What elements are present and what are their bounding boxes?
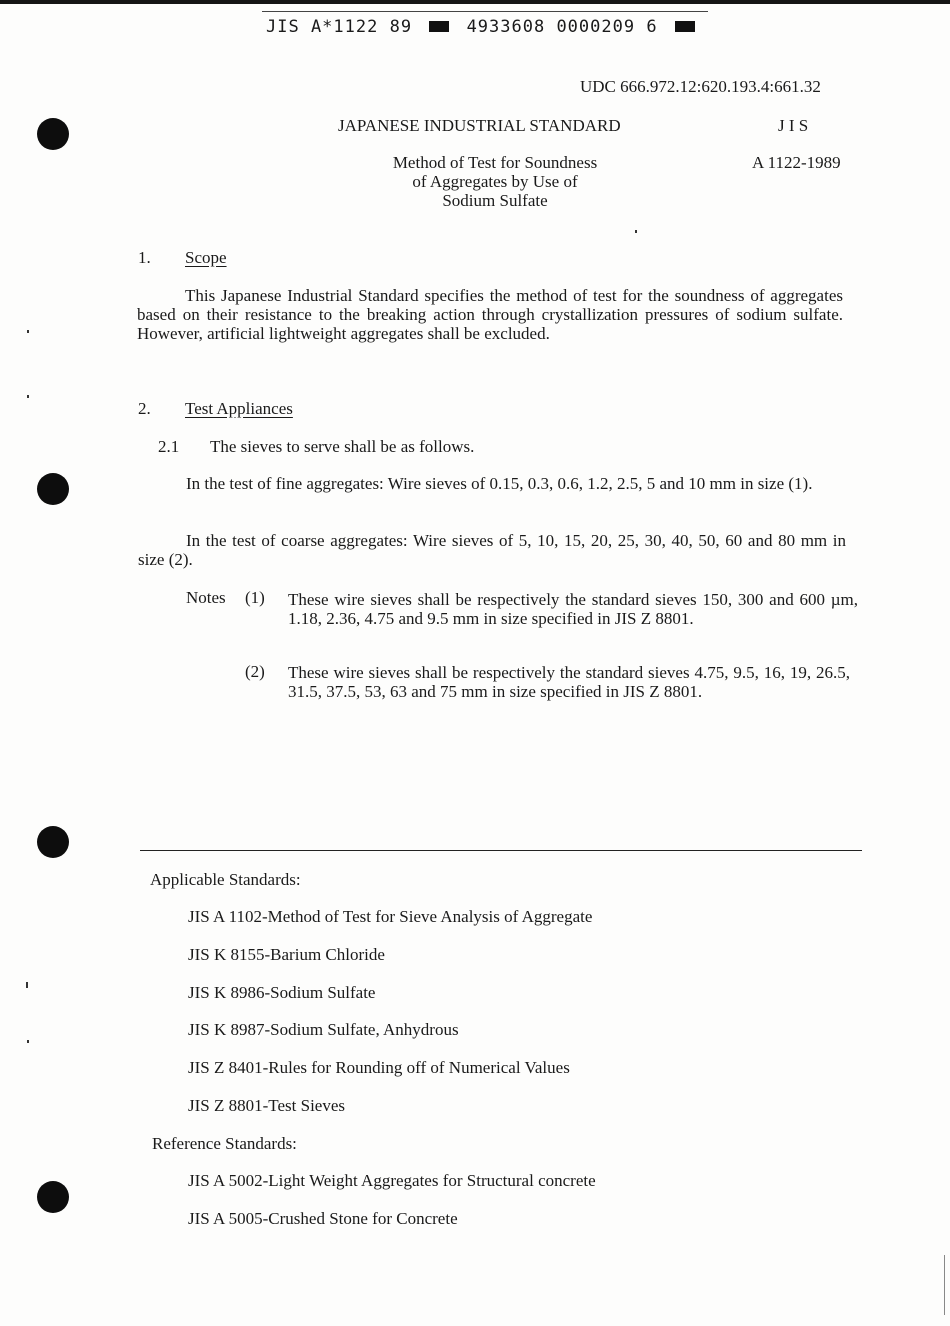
applicable-standard-item: JIS K 8155-Barium Chloride (188, 945, 385, 964)
speck-icon (26, 982, 28, 988)
title-line: Sodium Sulfate (442, 191, 548, 210)
udc-code: UDC 666.972.12:620.193.4:661.32 (580, 77, 821, 96)
speck-icon (635, 230, 637, 233)
header-rule (262, 11, 708, 12)
section2-number: 2. (138, 399, 151, 418)
divider (140, 850, 862, 851)
title-line: Method of Test for Soundness (392, 153, 598, 172)
coarse-aggregates-text: In the test of coarse aggregates: Wire sieves of 5, 10, 15, 20, 25, 30, 40, 50, 60 and 80 mm in size (138, 531, 846, 569)
header-code-mid: 4933608 0000209 6 (466, 17, 658, 37)
fine-aggregates-text: In the test of fine aggregates: Wire sieves of 0.15, 0.3, 0.6, 1.2, 2.5, 5 and 10 mm in size (186, 474, 785, 493)
section2-1-text: The sieves to serve shall be as follows. (210, 437, 475, 456)
section1-body: This Japanese Industrial Standard specifies the method of test for the soundness of aggregates based on their resistance to the breaking action through crystallization pressures of sodium sulfate. However, artificial lightweight aggregates shall be excluded. (137, 286, 843, 343)
block-mark-icon (429, 21, 449, 32)
jis-mark: J I S (778, 116, 809, 135)
applicable-standard-item: JIS A 1102-Method of Test for Sieve Analysis of Aggregate (188, 907, 593, 926)
punch-hole-icon (37, 826, 69, 858)
block-mark-icon (675, 21, 695, 32)
fine-aggregates-paragraph (138, 474, 860, 493)
standard-number: A 1122-1989 (752, 153, 841, 172)
document-title (345, 153, 645, 210)
title-line: of Aggregates by Use of (412, 172, 578, 191)
reference-standards-heading: Reference Standards: (152, 1134, 297, 1153)
coarse-aggregates-paragraph (138, 531, 846, 569)
header-code-line (266, 17, 695, 37)
applicable-standard-item: JIS Z 8801-Test Sieves (188, 1096, 345, 1115)
applicable-standard-item: JIS K 8987-Sodium Sulfate, Anhydrous (188, 1020, 459, 1039)
note1-text: These wire sieves shall be respectively the standard sieves 150, 300 and 600 µm, 1.18, 2.36, 4.75 and 9.5 mm in size specified in JIS Z 8801. (288, 590, 858, 628)
punch-hole-icon (37, 1181, 69, 1213)
notes-label: Notes (186, 588, 226, 607)
reference-standard-item: JIS A 5002-Light Weight Aggregates for Structural concrete (188, 1171, 596, 1190)
speck-icon (27, 1040, 29, 1043)
section2-heading: Test Appliances (185, 399, 293, 418)
header-code-left: JIS A*1122 89 (266, 17, 413, 37)
applicable-standards-heading: Applicable Standards: (150, 870, 301, 889)
punch-hole-icon (37, 118, 69, 150)
fine-aggregates-note-ref: (1). (788, 474, 813, 493)
coarse-aggregates-note-ref: (2). (168, 550, 193, 569)
note2-mark: (2) (245, 662, 265, 681)
applicable-standard-item: JIS Z 8401-Rules for Rounding off of Numerical Values (188, 1058, 570, 1077)
punch-hole-icon (37, 473, 69, 505)
edge-line (944, 1255, 945, 1315)
applicable-standard-item: JIS K 8986-Sodium Sulfate (188, 983, 376, 1002)
section1-heading: Scope (185, 248, 227, 267)
reference-standard-item: JIS A 5005-Crushed Stone for Concrete (188, 1209, 458, 1228)
speck-icon (27, 395, 29, 398)
section2-1-number: 2.1 (158, 437, 180, 456)
note1-mark: (1) (245, 588, 265, 607)
top-border (0, 0, 950, 4)
speck-icon (27, 330, 29, 333)
section1-number: 1. (138, 248, 151, 267)
note2-text: These wire sieves shall be respectively the standard sieves 4.75, 9.5, 16, 19, 26.5, 31.5, 37.5, 53, 63 and 75 mm in size specified in JIS Z 8801. (288, 663, 850, 701)
standard-name: JAPANESE INDUSTRIAL STANDARD (338, 116, 621, 135)
